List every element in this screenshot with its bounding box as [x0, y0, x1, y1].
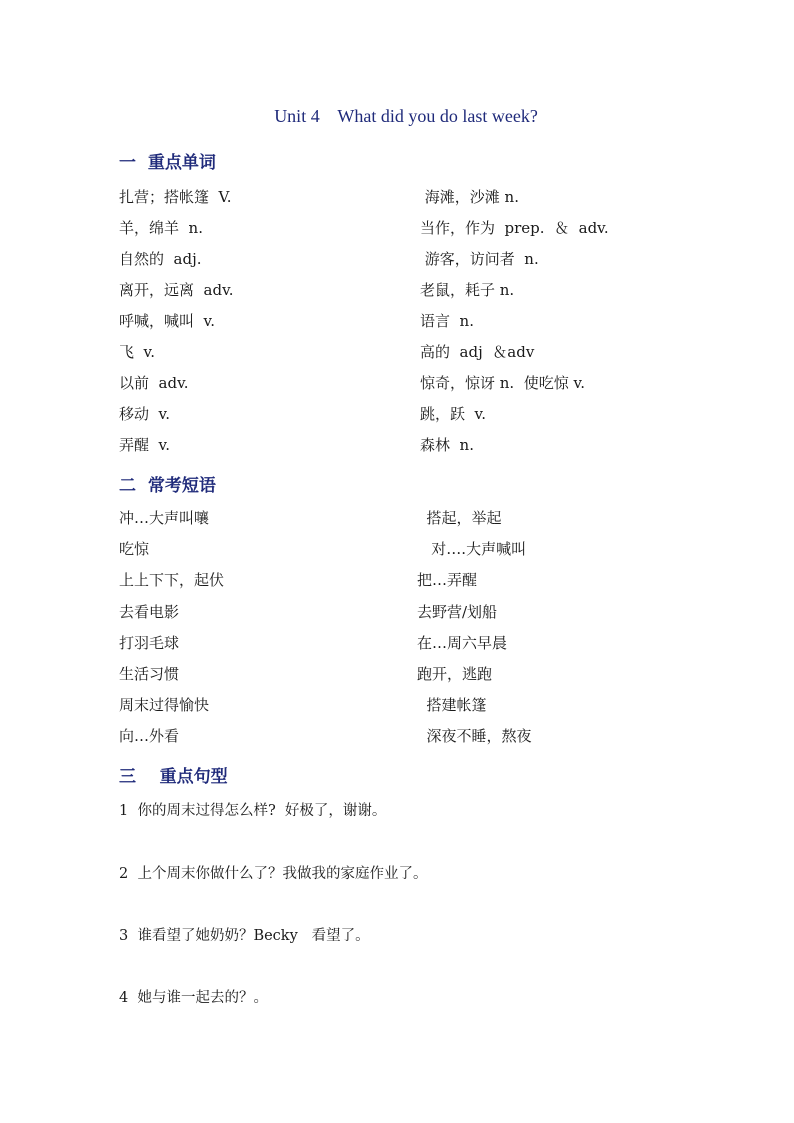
vocab-row [0, 341, 794, 363]
vocab-left: 呼喊，喊叫 v. [119, 312, 215, 330]
phrase-row [0, 663, 794, 685]
phrase-left: 吃惊 [119, 540, 150, 558]
vocab-right: 当作，作为 prep. ＆ adv. [420, 219, 609, 237]
sentence-item: 1 你的周末过得怎么样? 好极了，谢谢。 [119, 803, 387, 819]
phrase-left: 生活习惯 [119, 665, 180, 683]
vocab-right: 高的 adj ＆adv [420, 343, 535, 361]
sentence-item: 3 谁看望了她奶奶？Becky 看望了。 [119, 928, 370, 944]
vocab-right: 语言 n. [420, 312, 474, 330]
vocab-row [0, 372, 794, 394]
vocab-left: 羊，绵羊 n. [119, 219, 203, 237]
phrase-row [0, 601, 794, 623]
phrase-row [0, 538, 794, 560]
phrase-row [0, 694, 794, 716]
phrase-right: 在…周六早晨 [417, 634, 508, 652]
phrase-left: 上上下下，起伏 [119, 571, 225, 589]
phrase-right: 把…弄醒 [417, 571, 478, 589]
vocab-left: 离开，远离 adv. [119, 281, 234, 299]
vocab-right: 跳，跃 v. [420, 405, 486, 423]
phrase-right: 搭建帐篷 [417, 696, 487, 714]
phrase-row [0, 725, 794, 747]
vocab-left: 飞 v. [119, 343, 155, 361]
sentence-item: 2 上个周末你做什么了？我做我的家庭作业了。 [119, 866, 428, 882]
vocab-right: 老鼠，耗子 n. [420, 281, 515, 299]
page-title: Unit 4 What did you do last week? [274, 106, 538, 126]
phrase-right: 去野营/划船 [417, 603, 498, 621]
vocab-left: 以前 adv. [119, 374, 189, 392]
phrase-right: 对….大声喊叫 [417, 540, 527, 558]
vocab-right: 海滩，沙滩 n. [420, 188, 519, 206]
vocab-row [0, 248, 794, 270]
sentence-item: 4 她与谁一起去的？。 [119, 990, 268, 1006]
phrase-right: 深夜不睡，熬夜 [417, 727, 532, 745]
phrase-left: 向…外看 [119, 727, 180, 745]
phrase-row [0, 507, 794, 529]
phrase-right: 跑开，逃跑 [417, 665, 493, 683]
section-heading-phrases: 二 常考短语 [119, 476, 216, 496]
phrase-left: 周末过得愉快 [119, 696, 210, 714]
phrase-left: 冲…大声叫嚷 [119, 509, 210, 527]
vocab-right: 森林 n. [420, 436, 474, 454]
vocab-left: 移动 v. [119, 405, 170, 423]
vocab-row [0, 279, 794, 301]
vocab-row [0, 310, 794, 332]
phrase-row [0, 632, 794, 654]
phrase-left: 打羽毛球 [119, 634, 180, 652]
vocab-row [0, 217, 794, 239]
vocab-row [0, 186, 794, 208]
phrase-left: 去看电影 [119, 603, 180, 621]
vocab-left: 自然的 adj. [119, 250, 202, 268]
vocab-left: 弄醒 v. [119, 436, 170, 454]
phrase-row [0, 569, 794, 591]
vocab-right: 游客，访问者 n. [420, 250, 539, 268]
section-heading-sentences: 三 重点句型 [119, 767, 228, 787]
vocab-left: 扎营；搭帐篷 V. [119, 188, 232, 206]
vocab-row [0, 403, 794, 425]
phrase-right: 搭起，举起 [417, 509, 502, 527]
vocab-row [0, 434, 794, 456]
section-heading-vocab: 一 重点单词 [119, 153, 216, 173]
vocab-right: 惊奇，惊讶 n. 使吃惊 v. [420, 374, 585, 392]
